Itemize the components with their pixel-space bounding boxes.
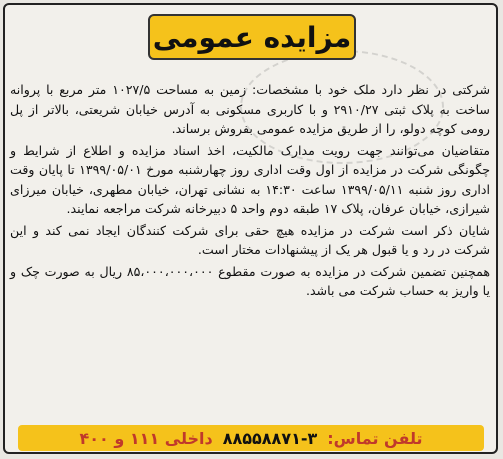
notice-body xyxy=(10,80,490,303)
contact-extension: داخلی ۱۱۱ و ۴۰۰ xyxy=(79,428,213,448)
paragraph-rights: شایان ذکر است شرکت در مزایده هیچ حقی برای شرکت کنندگان ایجاد نمی کند و این شرکت در رد و یا قبول هر یک از پیشنهادات مختار است. xyxy=(10,222,490,257)
contact-bar xyxy=(18,425,484,451)
page-title: مزایده عمومی xyxy=(148,14,356,60)
paragraph-property: شرکتی در نظر دارد ملک خود با مشخصات: زمین به مساحت ۱۰۲۷/۵ متر مربع با پروانه ساخت به پلاک ثبتی ۲۹۱۰/۲۷ و با کاربری مسکونی به آدرس خیابان شریعتی، بالاتر از پل رومی کوچه دولو، را از طریق مزایده عمومی بفروش برساند. xyxy=(10,82,491,136)
paragraph-documents: متقاضیان می‌توانند جهت رویت مدارک مالکیت، اخذ اسناد مزایده و اطلاع از شرایط و چگونگی شرکت در مزایده از اول وقت اداری روز چهارشنبه مورخ ۱۳۹۹/۰۵/۰۱ تا پایان وقت اداری روز شنبه ۱۳۹۹/۰۵/۱۱ ساعت ۱۴:۳۰ به نشانی تهران، خیابان مطهری، خیابان میرزای شیرازی، خیابان عرفان، پلاک ۱۷ طبقه دوم واحد ۵ دبیرخانه شرکت مراجعه نمایند. xyxy=(10,142,490,216)
contact-label: تلفن تماس: xyxy=(327,428,423,448)
contact-phone: ۸۸۵۵۸۸۷۱-۳ xyxy=(222,428,318,448)
paragraph-guarantee: همچنین تضمین شرکت در مزایده به صورت مقطوع ۸۵،۰۰۰،۰۰۰،۰۰۰ ریال به صورت چک و یا واریز به حساب شرکت می باشد. xyxy=(10,263,490,298)
